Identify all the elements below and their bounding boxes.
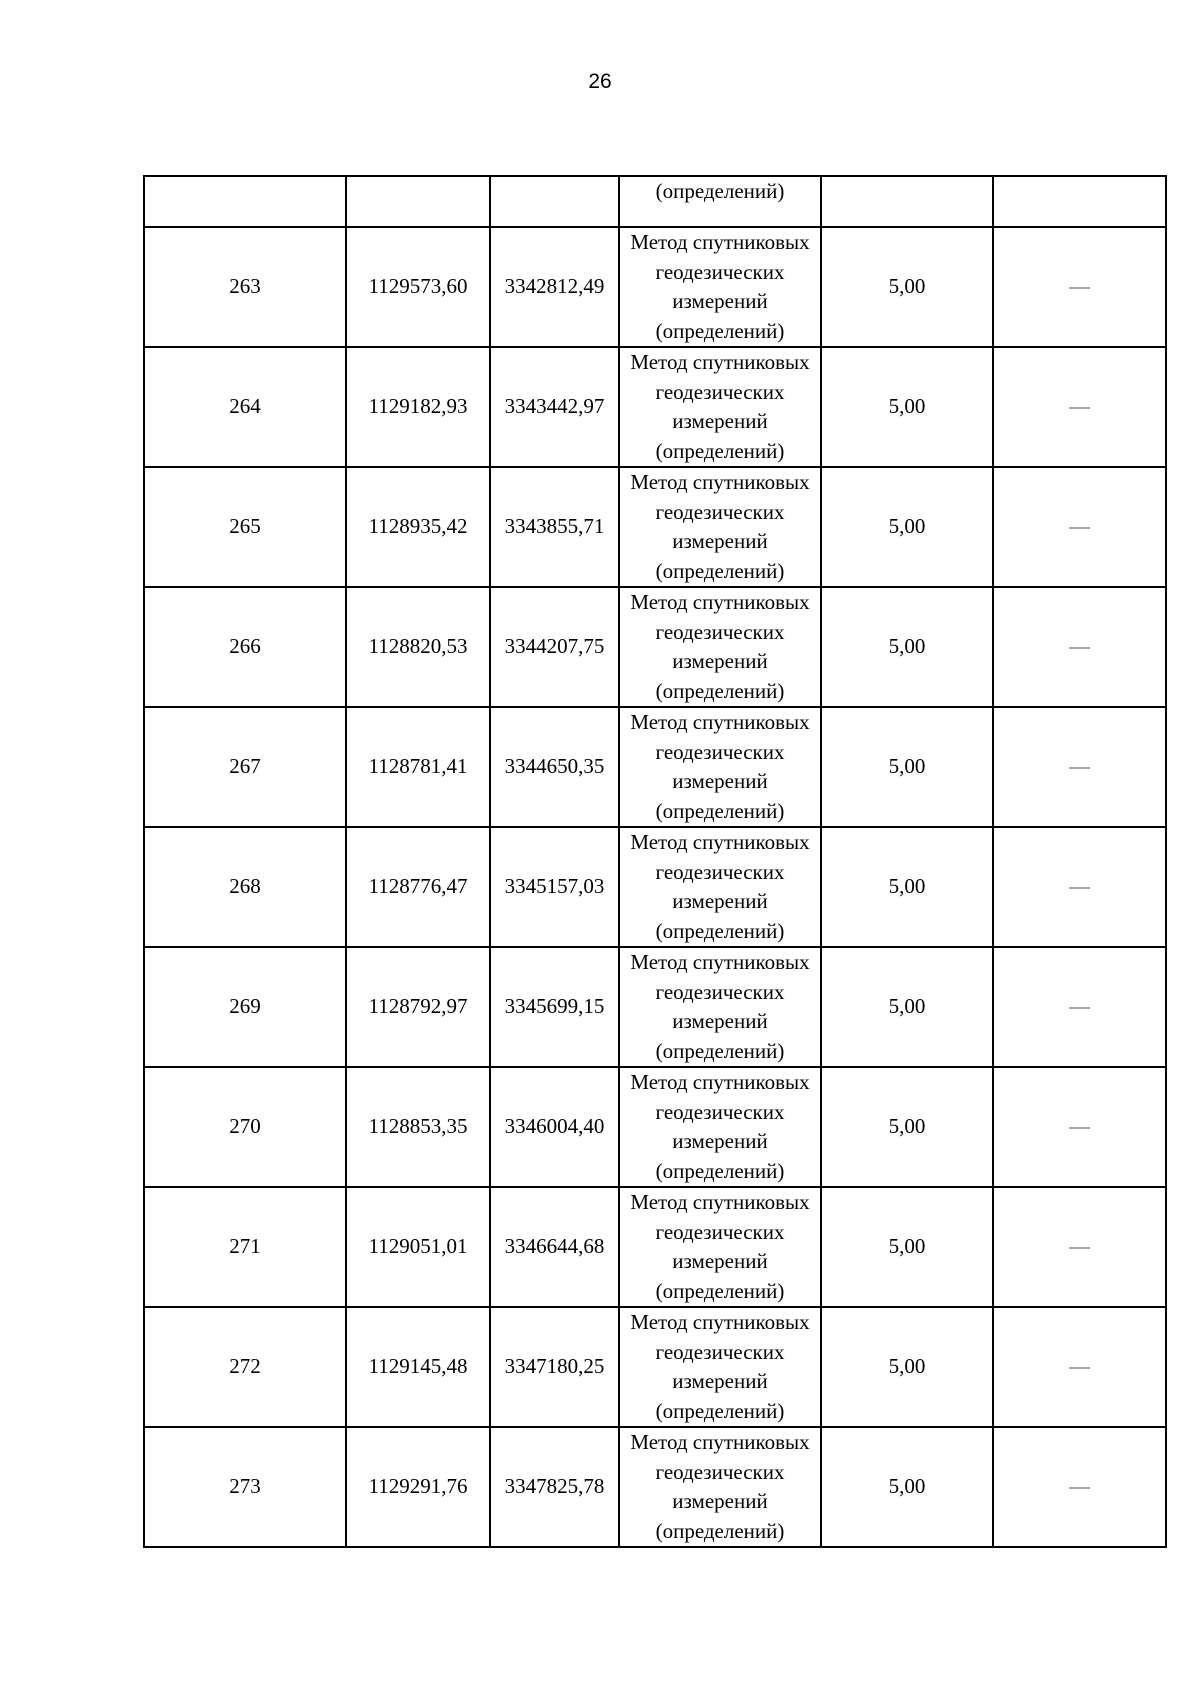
cell-accuracy: 5,00 <box>821 827 993 947</box>
cell-accuracy: 5,00 <box>821 227 993 347</box>
method-line: Метод спутниковых <box>630 1310 810 1334</box>
cell-accuracy: 5,00 <box>821 1307 993 1427</box>
table-row <box>144 587 1166 707</box>
cell-x: 1128820,53 <box>346 587 490 707</box>
cell-method-tail: (определений) <box>619 176 821 227</box>
cell-note: — <box>993 707 1166 827</box>
method-line: (определений) <box>655 798 785 823</box>
method-line: геодезических <box>655 859 785 884</box>
table-row <box>144 467 1166 587</box>
method-line: геодезических <box>655 979 785 1004</box>
cell-point-number: 265 <box>144 467 346 587</box>
method-line: измерений <box>672 649 768 673</box>
cell-y: 3345157,03 <box>490 827 619 947</box>
cell-accuracy: 5,00 <box>821 467 993 587</box>
method-line: измерений <box>672 529 768 553</box>
cell-accuracy: 5,00 <box>821 707 993 827</box>
cell-method <box>619 587 821 707</box>
cell-accuracy: 5,00 <box>821 1187 993 1307</box>
page-number: 26 <box>588 70 612 93</box>
cell-note: — <box>993 467 1166 587</box>
cell-point-number: 264 <box>144 347 346 467</box>
cell-point-number: 271 <box>144 1187 346 1307</box>
cell-y: 3346004,40 <box>490 1067 619 1187</box>
cell-note <box>993 176 1166 227</box>
method-line: (определений) <box>655 678 785 703</box>
table-row <box>144 947 1166 1067</box>
cell-accuracy <box>821 176 993 227</box>
cell-method <box>619 227 821 347</box>
method-line: измерений <box>672 1489 768 1513</box>
cell-y: 3344650,35 <box>490 707 619 827</box>
cell-y: 3346644,68 <box>490 1187 619 1307</box>
method-line: (определений) <box>655 1278 785 1303</box>
cell-x: 1128776,47 <box>346 827 490 947</box>
cell-method <box>619 947 821 1067</box>
cell-point-number: 273 <box>144 1427 346 1547</box>
cell-method <box>619 827 821 947</box>
cell-method <box>619 1307 821 1427</box>
cell-point-number <box>144 176 346 227</box>
cell-point-number: 272 <box>144 1307 346 1427</box>
table-row <box>144 1187 1166 1307</box>
method-line: геодезических <box>655 619 785 644</box>
cell-note: — <box>993 1187 1166 1307</box>
cell-accuracy: 5,00 <box>821 1067 993 1187</box>
cell-x: 1129573,60 <box>346 227 490 347</box>
cell-note: — <box>993 947 1166 1067</box>
cell-note: — <box>993 587 1166 707</box>
cell-y: 3343442,97 <box>490 347 619 467</box>
cell-accuracy: 5,00 <box>821 347 993 467</box>
method-line: измерений <box>672 1369 768 1393</box>
cell-point-number: 263 <box>144 227 346 347</box>
method-line: (определений) <box>655 438 785 463</box>
method-line: измерений <box>672 889 768 913</box>
cell-point-number: 268 <box>144 827 346 947</box>
cell-x: 1129051,01 <box>346 1187 490 1307</box>
table-row <box>144 347 1166 467</box>
cell-accuracy: 5,00 <box>821 947 993 1067</box>
method-line: измерений <box>672 1009 768 1033</box>
method-line: Метод спутниковых <box>630 230 810 254</box>
cell-y: 3344207,75 <box>490 587 619 707</box>
table-row <box>144 707 1166 827</box>
method-line: (определений) <box>655 318 785 343</box>
method-line: Метод спутниковых <box>630 1070 810 1094</box>
method-line: (определений) <box>655 1518 785 1543</box>
method-line: геодезических <box>655 259 785 284</box>
table-row <box>144 827 1166 947</box>
table-row <box>144 1427 1166 1547</box>
method-line: геодезических <box>655 499 785 524</box>
method-line: геодезических <box>655 1099 785 1124</box>
method-line: геодезических <box>655 379 785 404</box>
cell-method <box>619 467 821 587</box>
cell-note: — <box>993 227 1166 347</box>
cell-note: — <box>993 1067 1166 1187</box>
cell-y: 3343855,71 <box>490 467 619 587</box>
cell-y: 3342812,49 <box>490 227 619 347</box>
cell-y: 3347180,25 <box>490 1307 619 1427</box>
table-row <box>144 1307 1166 1427</box>
method-line: геодезических <box>655 1459 785 1484</box>
cell-x <box>346 176 490 227</box>
cell-method <box>619 347 821 467</box>
cell-note: — <box>993 1427 1166 1547</box>
table-row <box>144 1067 1166 1187</box>
cell-x: 1129145,48 <box>346 1307 490 1427</box>
table-body <box>144 176 1166 1547</box>
method-line: Метод спутниковых <box>630 590 810 614</box>
cell-x: 1128781,41 <box>346 707 490 827</box>
method-line: Метод спутниковых <box>630 950 810 974</box>
method-line: (определений) <box>655 1158 785 1183</box>
method-line: измерений <box>672 409 768 433</box>
method-line: геодезических <box>655 1219 785 1244</box>
cell-point-number: 266 <box>144 587 346 707</box>
method-line: геодезических <box>655 1339 785 1364</box>
cell-accuracy: 5,00 <box>821 1427 993 1547</box>
method-line: Метод спутниковых <box>630 1430 810 1454</box>
cell-y: 3345699,15 <box>490 947 619 1067</box>
cell-x: 1129291,76 <box>346 1427 490 1547</box>
cell-method <box>619 1067 821 1187</box>
cell-method <box>619 1427 821 1547</box>
method-line: измерений <box>672 1249 768 1273</box>
method-line: Метод спутниковых <box>630 830 810 854</box>
cell-y: 3347825,78 <box>490 1427 619 1547</box>
method-line: измерений <box>672 289 768 313</box>
method-line: Метод спутниковых <box>630 710 810 734</box>
cell-point-number: 267 <box>144 707 346 827</box>
cell-x: 1128853,35 <box>346 1067 490 1187</box>
cell-note: — <box>993 827 1166 947</box>
cell-accuracy: 5,00 <box>821 587 993 707</box>
method-line: Метод спутниковых <box>630 350 810 374</box>
cell-point-number: 270 <box>144 1067 346 1187</box>
cell-x: 1128792,97 <box>346 947 490 1067</box>
cell-y <box>490 176 619 227</box>
cell-point-number: 269 <box>144 947 346 1067</box>
cell-note: — <box>993 347 1166 467</box>
table-row <box>144 227 1166 347</box>
method-line: (определений) <box>655 558 785 583</box>
method-line: измерений <box>672 1129 768 1153</box>
method-line: (определений) <box>655 1398 785 1423</box>
method-line: измерений <box>672 769 768 793</box>
cell-method <box>619 1187 821 1307</box>
method-line: (определений) <box>655 1038 785 1063</box>
continuation-row <box>144 176 1166 227</box>
method-line: геодезических <box>655 739 785 764</box>
coordinates-table <box>143 175 1167 1548</box>
cell-method <box>619 707 821 827</box>
method-line: Метод спутниковых <box>630 1190 810 1214</box>
method-line: Метод спутниковых <box>630 470 810 494</box>
cell-note: — <box>993 1307 1166 1427</box>
cell-x: 1129182,93 <box>346 347 490 467</box>
method-line: (определений) <box>655 918 785 943</box>
cell-x: 1128935,42 <box>346 467 490 587</box>
